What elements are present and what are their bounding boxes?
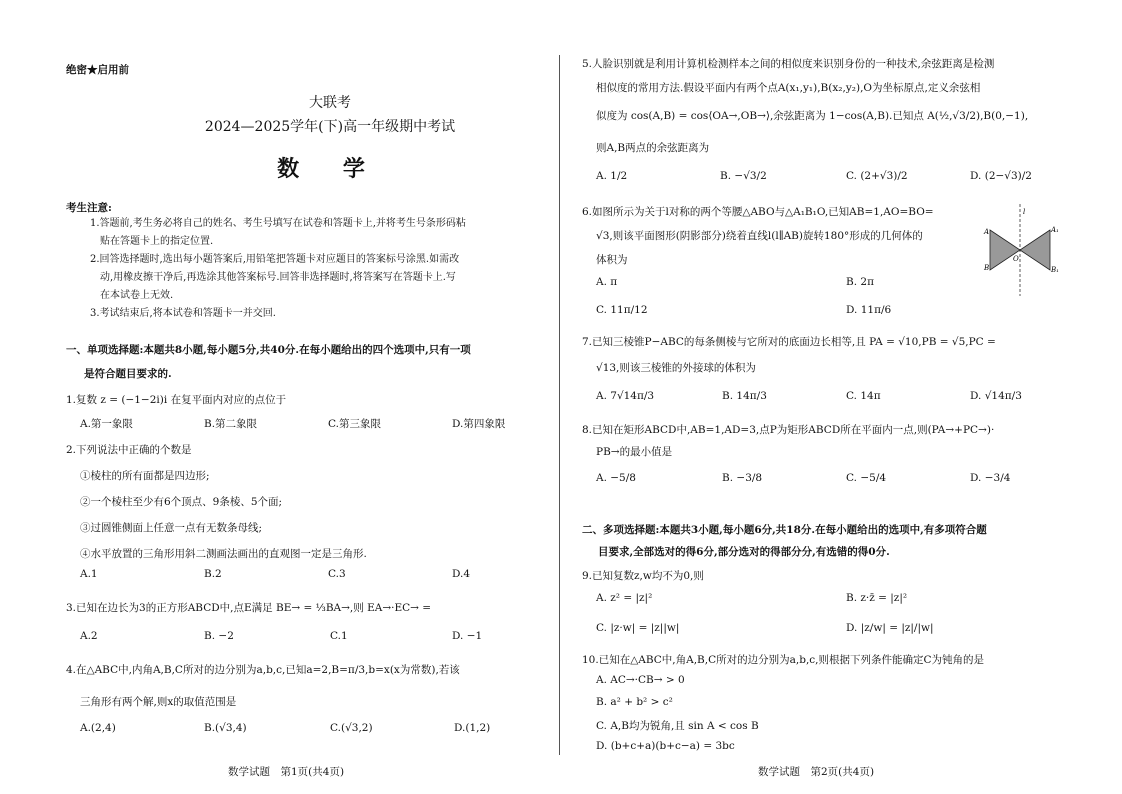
notice-line: 动,用橡皮擦干净后,再选涂其他答案标号.回答非选择题时,将答案写在答题卡上.写 bbox=[100, 272, 456, 283]
q7-stem-cont: √13,则该三棱锥的外接球的体积为 bbox=[596, 362, 756, 374]
notice-line: 2.回答选择题时,选出每小题答案后,用铅笔把答题卡对应题目的答案标号涂黑.如需改 bbox=[90, 254, 460, 265]
q4-stem: 4.在△ABC中,内角A,B,C所对的边分别为a,b,c,已知a=2,B=π/3,b=x(x为常数),若该 bbox=[66, 664, 460, 676]
notice-title: 考生注意: bbox=[66, 202, 112, 214]
q5-option-a: A. 1/2 bbox=[596, 170, 628, 182]
q5-stem-cont: 则A,B两点的余弦距离为 bbox=[596, 142, 710, 154]
exam-title: 2024—2025学年(下)高一年级期中考试 bbox=[204, 119, 456, 135]
notice-line: 贴在答题卡上的指定位置. bbox=[100, 236, 214, 247]
q8-option-c: C. −5/4 bbox=[846, 472, 887, 484]
q8-option-b: B. −3/8 bbox=[722, 472, 763, 484]
q9-option-a: A. z² = |z|² bbox=[596, 592, 653, 604]
q3-option-b: B. −2 bbox=[204, 630, 234, 642]
q2-item: ④水平放置的三角形用斜二测画法画出的直观图一定是三角形. bbox=[80, 548, 367, 560]
notice-line: 1.答题前,考生务必将自己的姓名、考生号填写在试卷和答题卡上,并将考生号条形码粘 bbox=[90, 218, 466, 229]
figure-label-b1: B₁ bbox=[1051, 266, 1059, 274]
q2-option-d: D.4 bbox=[452, 568, 471, 580]
q8-stem: 8.已知在矩形ABCD中,AB=1,AD=3,点P为矩形ABCD所在平面内一点,则(PA→+PC→)· bbox=[582, 424, 995, 436]
secret-label: 绝密★启用前 bbox=[66, 64, 129, 76]
q3-option-c: C.1 bbox=[330, 630, 348, 642]
q2-item: ②一个棱柱至少有6个顶点、9条棱、5个面; bbox=[80, 496, 283, 508]
q10-stem: 10.已知在△ABC中,角A,B,C所对的边分别为a,b,c,则根据下列条件能确定C为钝角的是 bbox=[582, 654, 985, 666]
q5-stem: 5.人脸识别就是利用计算机检测样本之间的相似度来识别身份的一种技术,余弦距离是检测 bbox=[582, 58, 995, 70]
q6-stem-cont: 体积为 bbox=[596, 254, 628, 266]
figure-label-a: A bbox=[984, 228, 990, 236]
q6-option-d: D. 11π/6 bbox=[846, 304, 892, 316]
figure-label-b: B bbox=[984, 264, 990, 272]
q1-option-c: C.第三象限 bbox=[328, 418, 381, 430]
q5-option-c: C. (2+√3)/2 bbox=[846, 170, 908, 182]
q5-option-d: D. (2−√3)/2 bbox=[970, 170, 1032, 182]
q8-option-d: D. −3/4 bbox=[970, 472, 1011, 484]
q8-stem-cont: PB→的最小值是 bbox=[596, 446, 673, 458]
q5-stem-cont: 相似度的常用方法.假设平面内有两个点A(x₁,y₁),B(x₂,y₂),O为坐标原点,定义余弦相 bbox=[596, 82, 981, 94]
q6-option-c: C. 11π/12 bbox=[596, 304, 648, 316]
q2-item: ③过圆锥侧面上任意一点有无数条母线; bbox=[80, 522, 263, 534]
q2-option-c: C.3 bbox=[328, 568, 346, 580]
q4-option-d: D.(1,2) bbox=[454, 722, 491, 734]
subject-title: 数 学 bbox=[277, 156, 383, 182]
q10-option-a: A. AC→·CB→ > 0 bbox=[596, 674, 685, 686]
q4-option-a: A.(2,4) bbox=[80, 722, 116, 734]
q2-option-a: A.1 bbox=[80, 568, 98, 580]
section2-heading-cont: 目要求,全部选对的得6分,部分选对的得部分分,有选错的得0分. bbox=[598, 546, 890, 558]
q1-option-d: D.第四象限 bbox=[452, 418, 506, 430]
q9-option-c: C. |z·w| = |z||w| bbox=[596, 622, 680, 634]
q6-stem: 6.如图所示为关于l对称的两个等腰△ABO与△A₁B₁O,已知AB=1,AO=BO= bbox=[582, 206, 934, 218]
org-title: 大联考 bbox=[309, 95, 351, 111]
q4-option-c: C.(√3,2) bbox=[330, 722, 373, 734]
q1-option-b: B.第二象限 bbox=[204, 418, 258, 430]
q10-option-d: D. (b+c+a)(b+c−a) = 3bc bbox=[596, 740, 735, 752]
q2-option-b: B.2 bbox=[204, 568, 222, 580]
q3-option-d: D. −1 bbox=[452, 630, 483, 642]
q1-stem: 1.复数 z = (−1−2i)i 在复平面内对应的点位于 bbox=[66, 394, 287, 406]
page-divider bbox=[559, 55, 560, 755]
q1-option-a: A.第一象限 bbox=[80, 418, 133, 430]
q2-item: ①棱柱的所有面都是四边形; bbox=[80, 470, 210, 482]
q9-option-b: B. z·z̄ = |z|² bbox=[846, 592, 908, 604]
q10-option-c: C. A,B均为锐角,且 sin A < cos B bbox=[596, 720, 759, 732]
figure-label-a1: A₁ bbox=[1051, 226, 1059, 234]
q4-option-b: B.(√3,4) bbox=[204, 722, 247, 734]
section2-heading: 二、多项选择题:本题共3小题,每小题6分,共18分.在每小题给出的选项中,有多项符合题 bbox=[582, 524, 987, 536]
q7-option-a: A. 7√14π/3 bbox=[596, 390, 655, 402]
q3-option-a: A.2 bbox=[80, 630, 98, 642]
footer-left: 数学试题 第1页(共4页) bbox=[228, 766, 345, 778]
q4-stem-cont: 三角形有两个解,则x的取值范围是 bbox=[80, 696, 237, 708]
q6-option-a: A. π bbox=[596, 276, 618, 288]
q2-stem: 2.下列说法中正确的个数是 bbox=[66, 444, 192, 456]
figure-label-o: O bbox=[1013, 255, 1019, 263]
footer-right: 数学试题 第2页(共4页) bbox=[758, 766, 875, 778]
q6-stem-cont: √3,则该平面图形(阴影部分)绕着直线l(l∥AB)旋转180°形成的几何体的 bbox=[596, 230, 923, 242]
q6-figure bbox=[978, 200, 1062, 300]
q5-stem-cont: 似度为 cos(A,B) = cos⟨OA→,OB→⟩,余弦距离为 1−cos(A,B).已知点 A(½,√3/2),B(0,−1), bbox=[596, 110, 1029, 122]
q7-stem: 7.已知三棱锥P−ABC的每条侧棱与它所对的底面边长相等,且 PA = √10,PB = √5,PC = bbox=[582, 336, 996, 348]
notice-line: 在本试卷上无效. bbox=[100, 290, 174, 301]
q7-option-c: C. 14π bbox=[846, 390, 881, 402]
section1-heading: 一、单项选择题:本题共8小题,每小题5分,共40分.在每小题给出的四个选项中,只有一项 bbox=[66, 344, 471, 356]
q5-option-b: B. −√3/2 bbox=[720, 170, 767, 182]
section1-heading-cont: 是符合题目要求的. bbox=[84, 368, 172, 380]
q10-option-b: B. a² + b² > c² bbox=[596, 696, 673, 708]
figure-label-l: l bbox=[1023, 208, 1026, 216]
q9-stem: 9.已知复数z,w均不为0,则 bbox=[582, 570, 704, 582]
q6-option-b: B. 2π bbox=[846, 276, 874, 288]
q7-option-b: B. 14π/3 bbox=[722, 390, 767, 402]
q3-stem: 3.已知在边长为3的正方形ABCD中,点E满足 BE→ = ⅓BA→,则 EA→·EC→ = bbox=[66, 602, 432, 614]
q7-option-d: D. √14π/3 bbox=[970, 390, 1022, 402]
notice-line: 3.考试结束后,将本试卷和答题卡一并交回. bbox=[90, 308, 276, 319]
q9-option-d: D. |z/w| = |z|/|w| bbox=[846, 622, 934, 634]
q8-option-a: A. −5/8 bbox=[596, 472, 636, 484]
